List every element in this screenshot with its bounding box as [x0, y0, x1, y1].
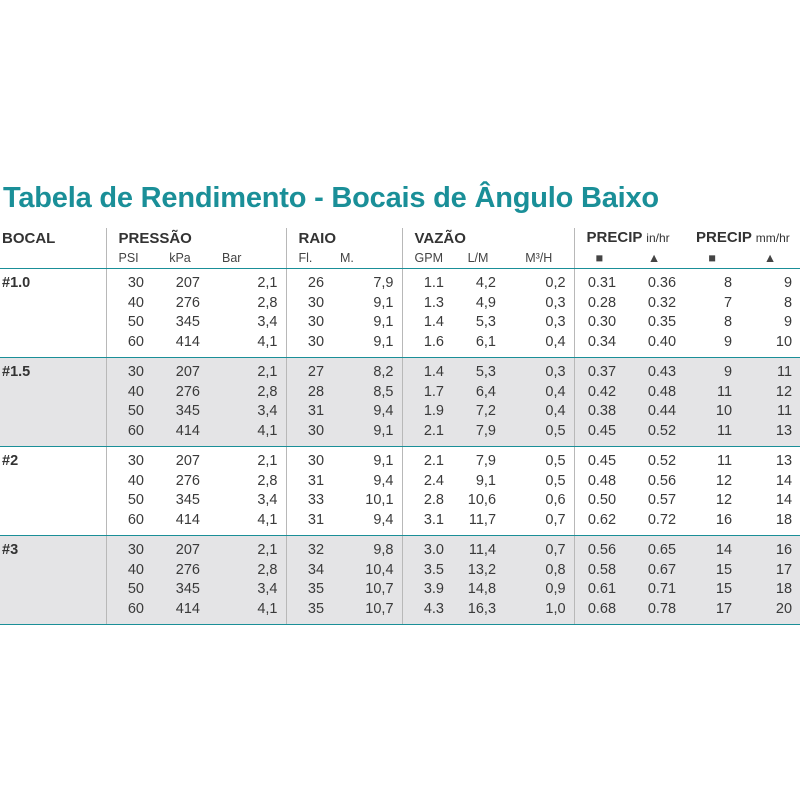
cell-radius-m: 10,4	[332, 561, 402, 581]
nozzle-cell-empty	[0, 402, 106, 422]
nozzle-group	[0, 536, 800, 625]
cell-flow-lm: 6,1	[452, 333, 504, 358]
cell-kpa: 276	[175, 294, 200, 311]
cell-flow-lm: 7,9	[452, 422, 504, 447]
nozzle-cell-empty	[0, 561, 106, 581]
cell-radius-ft: 26	[286, 269, 332, 294]
cell-flow-lm: 6,4	[452, 383, 504, 403]
nozzle-group	[0, 358, 800, 447]
cell-radius-ft: 35	[286, 580, 332, 600]
cell-precip-mm-square: 9	[684, 333, 740, 358]
table-row	[0, 600, 800, 625]
cell-kpa: 345	[175, 314, 200, 330]
cell-bar: 3,4	[208, 580, 286, 600]
cell-precip-in-triangle: 0.67	[624, 561, 684, 581]
cell-precip-in-triangle: 0.78	[624, 600, 684, 625]
nozzle-group	[0, 447, 800, 536]
cell-precip-in-square: 0.61	[574, 580, 624, 600]
cell-precip-mm-square: 15	[684, 580, 740, 600]
cell-flow-m3h: 0,4	[504, 383, 574, 403]
cell-flow-lm: 14,8	[452, 580, 504, 600]
cell-kpa: 345	[175, 492, 200, 508]
cell-radius-m: 9,1	[332, 333, 402, 358]
cell-psi: 40	[106, 294, 152, 314]
cell-precip-in-triangle: 0.40	[624, 333, 684, 358]
cell-flow-m3h: 1,0	[504, 600, 574, 625]
cell-bar: 2,8	[257, 472, 278, 489]
subheader-row	[0, 248, 800, 269]
cell-kpa: 207	[175, 275, 200, 291]
cell-flow-gpm: 3.5	[402, 561, 452, 581]
cell-precip-in-triangle: 0.35	[647, 314, 677, 330]
cell-precip-in-square: 0.48	[574, 472, 624, 492]
cell-precip-mm-triangle: 9	[783, 314, 793, 330]
table-row	[0, 491, 800, 511]
cell-psi: 30	[106, 358, 152, 383]
cell-bar: 2,8	[257, 294, 278, 311]
cell-flow-m3h: 0,5	[545, 453, 566, 469]
cell-bar: 4,1	[208, 422, 286, 447]
cell-flow-lm: 11,4	[452, 536, 504, 561]
square-icon: ■	[684, 248, 740, 269]
cell-precip-in-square: 0.37	[574, 358, 624, 383]
cell-precip-in-triangle: 0.56	[647, 472, 677, 489]
header-pressao: PRESSÃO	[106, 228, 286, 248]
cell-precip-mm-triangle: 18	[740, 580, 800, 600]
cell-kpa: 207	[175, 453, 200, 469]
cell-flow-m3h: 0,5	[504, 422, 574, 447]
table-row	[0, 447, 800, 472]
cell-radius-m: 10,7	[332, 580, 402, 600]
cell-flow-gpm: 1.1	[402, 269, 452, 294]
cell-radius-m: 9,1	[373, 453, 394, 469]
cell-radius-m: 9,1	[373, 294, 394, 311]
cell-kpa: 207	[152, 536, 208, 561]
cell-precip-in-square: 0.38	[574, 402, 624, 422]
cell-flow-m3h: 0,3	[504, 358, 574, 383]
cell-precip-mm-triangle: 16	[740, 536, 800, 561]
cell-radius-m: 7,9	[373, 275, 394, 291]
cell-radius-ft: 31	[286, 511, 332, 536]
cell-flow-m3h: 0,3	[545, 314, 566, 330]
cell-flow-lm: 11,7	[452, 511, 504, 536]
performance-table	[0, 228, 800, 625]
square-icon: ■	[574, 248, 624, 269]
cell-precip-in-square: 0.30	[574, 313, 624, 333]
subheader-bar: Bar	[208, 248, 286, 269]
table-row	[0, 269, 800, 294]
cell-flow-m3h: 0,4	[504, 333, 574, 358]
cell-radius-m: 8,2	[332, 358, 402, 383]
cell-bar: 4,1	[208, 333, 286, 358]
cell-precip-in-square: 0.42	[574, 383, 624, 403]
cell-flow-gpm: 3.0	[402, 536, 452, 561]
cell-precip-in-square: 0.62	[574, 511, 624, 536]
header-raio: RAIO	[286, 228, 402, 248]
cell-flow-gpm: 2.1	[402, 422, 452, 447]
cell-flow-gpm: 4.3	[402, 600, 452, 625]
cell-kpa: 345	[152, 402, 208, 422]
cell-precip-mm-square: 11	[684, 383, 740, 403]
cell-precip-mm-triangle: 12	[740, 383, 800, 403]
nozzle-cell-empty	[0, 313, 106, 333]
table-row	[0, 561, 800, 581]
cell-precip-in-square: 0.68	[574, 600, 624, 625]
cell-flow-lm: 4,9	[475, 294, 497, 311]
cell-precip-in-square: 0.56	[574, 536, 624, 561]
cell-kpa: 276	[152, 561, 208, 581]
cell-psi: 60	[106, 422, 152, 447]
cell-kpa: 414	[152, 600, 208, 625]
cell-flow-m3h: 0,5	[545, 472, 566, 489]
cell-radius-ft: 30	[286, 333, 332, 358]
cell-flow-gpm: 2.8	[402, 491, 452, 511]
cell-flow-m3h: 0,6	[545, 492, 566, 508]
cell-precip-in-triangle: 0.32	[647, 294, 677, 311]
cell-radius-ft: 30	[286, 422, 332, 447]
cell-precip-in-triangle: 0.65	[624, 536, 684, 561]
subheader-fl: Fl.	[286, 248, 332, 269]
nozzle-label: #3	[0, 536, 106, 561]
cell-bar: 2,1	[208, 536, 286, 561]
cell-precip-in-triangle: 0.52	[624, 422, 684, 447]
cell-precip-mm-triangle: 17	[740, 561, 800, 581]
cell-precip-mm-triangle: 8	[783, 294, 793, 311]
table-row	[0, 294, 800, 314]
cell-psi: 30	[106, 269, 152, 294]
header-row	[0, 228, 800, 248]
precip-mm-label: PRECIP	[696, 229, 752, 246]
cell-precip-mm-square: 16	[684, 511, 740, 536]
cell-radius-m: 9,8	[332, 536, 402, 561]
cell-precip-mm-triangle: 11	[740, 402, 800, 422]
header-precip-in	[574, 228, 684, 248]
cell-precip-in-triangle: 0.72	[624, 511, 684, 536]
cell-flow-m3h: 0,8	[504, 561, 574, 581]
cell-psi: 40	[106, 472, 152, 492]
cell-flow-m3h: 0,7	[504, 511, 574, 536]
cell-precip-in-square: 0.45	[574, 422, 624, 447]
cell-precip-in-triangle: 0.48	[624, 383, 684, 403]
cell-radius-ft: 28	[286, 383, 332, 403]
cell-precip-mm-triangle: 14	[775, 472, 793, 489]
cell-bar: 2,1	[208, 358, 286, 383]
cell-psi: 60	[106, 511, 152, 536]
cell-flow-gpm: 1.4	[402, 358, 452, 383]
header-precip-mm	[684, 228, 800, 248]
cell-bar: 2,8	[208, 561, 286, 581]
cell-radius-ft: 34	[286, 561, 332, 581]
nozzle-label: #2	[2, 453, 19, 469]
cell-bar: 3,4	[208, 402, 286, 422]
table-row	[0, 333, 800, 358]
cell-radius-m: 9,4	[332, 402, 402, 422]
cell-radius-ft: 31	[286, 472, 332, 492]
cell-precip-in-square: 0.34	[574, 333, 624, 358]
cell-psi: 60	[106, 600, 152, 625]
cell-flow-gpm: 1.4	[402, 313, 452, 333]
cell-flow-gpm: 1.9	[402, 402, 452, 422]
cell-precip-in-triangle: 0.52	[647, 453, 677, 469]
nozzle-cell-empty	[0, 383, 106, 403]
nozzle-cell-empty	[0, 511, 106, 536]
nozzle-cell-empty	[0, 422, 106, 447]
cell-flow-gpm: 1.3	[402, 294, 452, 314]
cell-psi: 30	[106, 447, 152, 472]
subheader-gpm: GPM	[402, 248, 452, 269]
table-row	[0, 536, 800, 561]
cell-radius-m: 9,1	[373, 314, 394, 330]
cell-radius-ft: 32	[286, 536, 332, 561]
cell-precip-mm-square: 11	[684, 422, 740, 447]
cell-radius-m: 10,1	[365, 492, 394, 508]
cell-precip-in-triangle: 0.71	[624, 580, 684, 600]
cell-precip-mm-square: 12	[715, 492, 733, 508]
table-row	[0, 358, 800, 383]
cell-flow-gpm: 3.9	[402, 580, 452, 600]
table-row	[0, 422, 800, 447]
cell-precip-mm-square: 12	[715, 472, 733, 489]
cell-bar: 2,1	[257, 453, 278, 469]
subheader-lm: L/M	[452, 248, 504, 269]
cell-flow-lm: 10,6	[467, 492, 497, 508]
cell-flow-m3h: 0,3	[545, 294, 566, 311]
cell-kpa: 276	[175, 472, 200, 489]
cell-precip-mm-square: 8	[723, 275, 733, 291]
cell-kpa: 414	[152, 422, 208, 447]
cell-radius-ft: 30	[286, 294, 332, 314]
cell-psi: 40	[106, 561, 152, 581]
header-vazao: VAZÃO	[402, 228, 574, 248]
cell-precip-in-square: 0.31	[574, 269, 624, 294]
nozzle-cell-empty	[0, 294, 106, 314]
cell-precip-mm-square: 7	[723, 294, 733, 311]
subheader-psi: PSI	[106, 248, 152, 269]
cell-radius-m: 10,7	[332, 600, 402, 625]
cell-flow-gpm: 1.6	[402, 333, 452, 358]
cell-kpa: 414	[152, 333, 208, 358]
cell-precip-mm-triangle: 9	[783, 275, 793, 291]
cell-precip-mm-triangle: 13	[775, 453, 793, 469]
cell-precip-in-square: 0.58	[574, 561, 624, 581]
cell-precip-in-triangle: 0.43	[624, 358, 684, 383]
cell-precip-in-square: 0.28	[574, 294, 624, 314]
cell-precip-mm-triangle: 10	[740, 333, 800, 358]
cell-precip-in-square: 0.45	[574, 447, 624, 472]
cell-psi: 50	[106, 402, 152, 422]
nozzle-cell-empty	[0, 600, 106, 625]
nozzle-label: #1.5	[0, 358, 106, 383]
cell-precip-mm-square: 11	[716, 453, 733, 469]
nozzle-group	[0, 269, 800, 358]
cell-flow-lm: 4,2	[475, 275, 497, 291]
cell-bar: 3,4	[257, 314, 278, 330]
nozzle-cell-empty	[0, 580, 106, 600]
cell-precip-mm-square: 8	[723, 314, 733, 330]
cell-psi: 40	[106, 383, 152, 403]
cell-flow-gpm: 3.1	[402, 511, 452, 536]
cell-bar: 2,1	[257, 275, 278, 291]
cell-radius-ft: 35	[286, 600, 332, 625]
cell-radius-ft: 31	[286, 402, 332, 422]
cell-precip-in-triangle: 0.44	[624, 402, 684, 422]
nozzle-cell-empty	[0, 333, 106, 358]
cell-radius-ft: 33	[286, 491, 332, 511]
precip-in-label: PRECIP	[586, 229, 643, 246]
cell-radius-m: 9,4	[332, 511, 402, 536]
cell-psi: 50	[106, 313, 152, 333]
cell-psi: 30	[106, 536, 152, 561]
table-row	[0, 580, 800, 600]
cell-kpa: 345	[152, 580, 208, 600]
cell-precip-mm-triangle: 20	[740, 600, 800, 625]
cell-radius-m: 9,1	[332, 422, 402, 447]
cell-flow-lm: 5,3	[452, 358, 504, 383]
cell-kpa: 414	[152, 511, 208, 536]
cell-bar: 2,8	[208, 383, 286, 403]
cell-radius-m: 9,4	[373, 472, 394, 489]
subheader-m3h: M³/H	[504, 248, 574, 269]
cell-precip-mm-triangle: 13	[740, 422, 800, 447]
table-row	[0, 511, 800, 536]
cell-precip-mm-square: 15	[684, 561, 740, 581]
cell-psi: 50	[106, 491, 152, 511]
cell-precip-mm-triangle: 18	[740, 511, 800, 536]
cell-kpa: 276	[152, 383, 208, 403]
cell-kpa: 207	[152, 358, 208, 383]
nozzle-cell-empty	[0, 491, 106, 511]
cell-radius-ft: 27	[286, 358, 332, 383]
cell-precip-mm-square: 10	[684, 402, 740, 422]
cell-precip-mm-square: 17	[684, 600, 740, 625]
cell-psi: 60	[106, 333, 152, 358]
subheader-m: M.	[332, 248, 402, 269]
table-row	[0, 472, 800, 492]
cell-flow-m3h: 0,7	[504, 536, 574, 561]
cell-flow-m3h: 0,2	[545, 275, 566, 291]
cell-bar: 4,1	[208, 600, 286, 625]
cell-radius-m: 8,5	[332, 383, 402, 403]
table-row	[0, 313, 800, 333]
cell-precip-mm-triangle: 11	[740, 358, 800, 383]
cell-precip-in-triangle: 0.36	[647, 275, 677, 291]
cell-flow-m3h: 0,9	[504, 580, 574, 600]
cell-flow-gpm: 2.1	[402, 447, 452, 472]
cell-flow-gpm: 1.7	[402, 383, 452, 403]
subheader-empty	[0, 248, 106, 269]
cell-psi: 50	[106, 580, 152, 600]
cell-flow-gpm: 2.4	[402, 472, 452, 492]
precip-mm-unit: mm/hr	[755, 231, 790, 245]
triangle-icon: ▲	[740, 248, 800, 269]
cell-precip-mm-square: 9	[684, 358, 740, 383]
precip-in-unit: in/hr	[646, 231, 670, 245]
cell-bar: 3,4	[257, 492, 278, 508]
table-row	[0, 383, 800, 403]
cell-flow-lm: 7,9	[475, 453, 497, 469]
cell-precip-in-square: 0.50	[574, 491, 624, 511]
cell-radius-ft: 30	[286, 313, 332, 333]
subheader-kpa: kPa	[152, 248, 208, 269]
cell-precip-in-triangle: 0.57	[647, 492, 677, 508]
cell-flow-lm: 13,2	[452, 561, 504, 581]
triangle-icon: ▲	[624, 248, 684, 269]
table-row	[0, 402, 800, 422]
cell-bar: 4,1	[208, 511, 286, 536]
cell-flow-lm: 7,2	[452, 402, 504, 422]
cell-precip-mm-triangle: 14	[775, 492, 793, 508]
cell-flow-lm: 16,3	[452, 600, 504, 625]
nozzle-label: #1.0	[2, 275, 31, 291]
header-bocal: BOCAL	[2, 230, 56, 247]
cell-flow-m3h: 0,4	[504, 402, 574, 422]
page-title: Tabela de Rendimento - Bocais de Ângulo Baixo	[3, 182, 659, 214]
cell-flow-lm: 9,1	[475, 472, 497, 489]
cell-flow-lm: 5,3	[475, 314, 497, 330]
cell-precip-mm-square: 14	[684, 536, 740, 561]
nozzle-cell-empty	[0, 472, 106, 492]
cell-radius-ft: 30	[286, 447, 332, 472]
